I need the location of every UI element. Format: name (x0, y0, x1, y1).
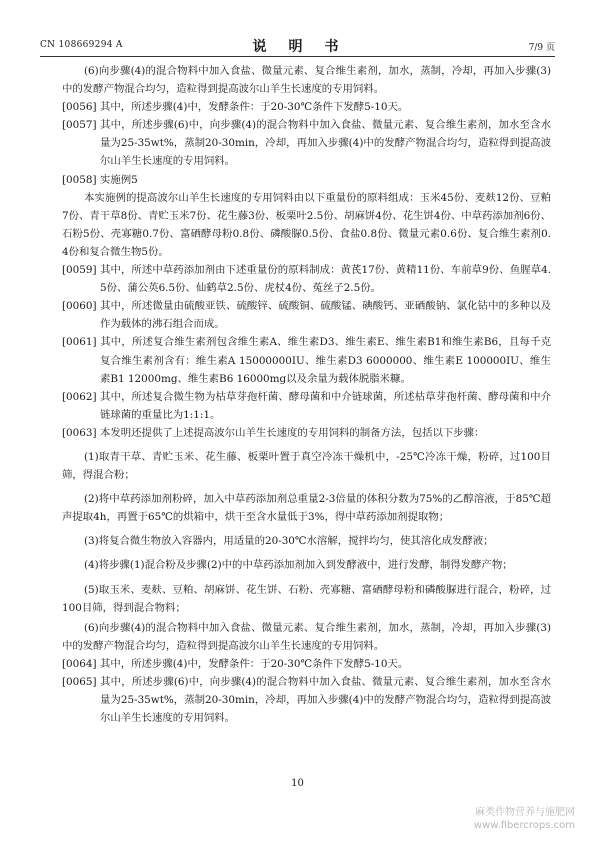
paragraph-0061 (62, 333, 551, 387)
publication-number: CN 108669294 A (40, 40, 123, 50)
paragraph-0056 (62, 98, 551, 116)
document-body (62, 62, 551, 727)
paragraph-text: 其中，所述复合维生素剂包含维生素A、维生素D3、维生素E、维生素B1和维生素B6，且每千克复合维生素剂含有：维生素A 15000000IU、维生素D3 6000000、维生素E 100000IU、维生素B1 12000mg、维生素B6 16000mg以及余量为载体脱脂米糠。 (100, 336, 551, 385)
paragraph-text: 其中，所述复合微生物为枯草芽孢杆菌、酵母菌和中介链球菌，所述枯草芽孢杆菌、酵母菌和中介链球菌的重量比为1:1:1。 (100, 390, 551, 421)
step-5-paragraph: (5)取玉米、麦麸、豆粕、胡麻饼、花生饼、石粉、壳寡糖、富硒酵母粉和磷酸脲进行混合，粉碎，过100目筛，得到混合物料； (62, 583, 551, 614)
step-3-paragraph: (3)将复合微生物放入容器内，用适量的20-30℃水溶解，搅拌均匀，使其溶化成发酵液； (84, 535, 494, 548)
step-2-paragraph: (2)将中草药添加剂粉碎，加入中草药添加剂总重量2-3倍量的体积分数为75%的乙醇溶液，于85℃超声提取4h，再置于65℃的烘箱中，烘干至含水量低于3%，得中草药添加剂提取物； (62, 493, 551, 524)
paragraph-number: [0064] (62, 657, 97, 670)
paragraph-text: 其中，所述步骤(6)中，向步骤(4)的混合物料中加入食盐、微量元素、复合维生素剂，加水至含水量为25-35wt%，蒸制20-30min，冷却，再加入步骤(4)中的发酵产物混合均匀，造粒得到提高波尔山羊生长速度的专用饲料。 (100, 676, 551, 725)
paragraph-number: [0058] (62, 173, 97, 186)
step-6-paragraph: (6)向步骤(4)的混合物料中加入食盐、微量元素、复合维生素剂，加水，蒸制，冷却，再加入步骤(3)中的发酵产物混合均匀，造粒得到提高波尔山羊生长速度的专用饲料。 (62, 65, 551, 96)
example-heading: 实施例5 (100, 173, 138, 186)
paragraph-0064 (62, 655, 551, 673)
example-5-composition: 本实施例的提高波尔山羊生长速度的专用饲料由以下重量份的原料组成：玉米45份、麦麸12份、豆粕7份、青干草8份、青贮玉米7份、花生藤3份、板栗叶2.5份、胡麻饼4份、花生饼4份、中草药添加剂6份、石粉5份、壳寡糖0.7份、富硒酵母粉0.8份、磷酸脲0.5份、食盐0.8份、微量元素0.6份、复合维生素剂0.4份和复合微生物5份。 (62, 191, 551, 258)
page-header (40, 36, 555, 56)
paragraph-0062 (62, 388, 551, 424)
paragraph-text: 本发明还提供了上述提高波尔山羊生长速度的专用饲料的制备方法，包括以下步骤： (100, 426, 485, 439)
paragraph-number: [0065] (62, 676, 97, 688)
step-1-paragraph: (1)取青干草、青贮玉米、花生藤、板栗叶置于真空冷冻干燥机中，-25℃冷冻干燥，粉碎，过100目筛，得混合粉； (62, 450, 551, 482)
header-rule (40, 56, 555, 57)
paragraph-0058 (62, 171, 551, 189)
paragraph-number: [0063] (62, 426, 97, 439)
paragraph-number: [0061] (62, 336, 97, 349)
paragraph-text: 其中，所述中草药添加剂由下述重量份的原料制成：黄芪17份、黄精11份、车前草9份、鱼腥草4.5份、蒲公英6.5份、仙鹤草2.5份、虎杖4份、菟丝子2.5份。 (100, 264, 551, 295)
paragraph-text: 其中，所述微量由硫酸亚铁、硫酸锌、硫酸铜、硫酸锰、碘酸钙、亚硒酸钠、氯化钴中的多种以及作为载体的沸石组合而成。 (100, 300, 551, 331)
page-indicator: 7/9 页 (528, 43, 555, 53)
paragraph-number: [0059] (62, 264, 97, 277)
watermark-url: www.fibercrops.com (473, 820, 575, 831)
paragraph-0057 (62, 116, 551, 170)
paragraph-number: [0062] (62, 390, 97, 403)
step-6-paragraph: (6)向步骤(4)的混合物料中加入食盐、微量元素、复合维生素剂，加水，蒸制，冷却，再加入步骤(3)中的发酵产物混合均匀，造粒得到提高波尔山羊生长速度的专用饲料。 (62, 621, 551, 652)
paragraph-text: 其中，所述步骤(4)中，发酵条件：于20-30℃条件下发酵5-10天。 (100, 101, 409, 114)
paragraph-number: [0060] (62, 300, 97, 313)
paragraph-text: 其中，所述步骤(4)中，发酵条件：于20-30℃条件下发酵5-10天。 (100, 657, 409, 670)
paragraph-text: 其中，所述步骤(6)中，向步骤(4)的混合物料中加入食盐、微量元素、复合维生素剂，加水至含水量为25-35wt%，蒸制20-30min，冷却，再加入步骤(4)中的发酵产物混合均匀，造粒得到提高波尔山羊生长速度的专用饲料。 (100, 119, 551, 168)
watermark-title: 麻类作物营养与施肥网 (475, 807, 575, 818)
paragraph-0059 (62, 261, 551, 297)
paragraph-0063 (62, 424, 551, 442)
paragraph-number: [0057] (62, 119, 97, 132)
step-4-paragraph: (4)将步骤(1)混合粉及步骤(2)中的中草药添加剂加入到发酵液中，进行发酵，制得发酵产物； (84, 559, 513, 572)
paragraph-number: [0056] (62, 101, 97, 114)
page-number: 10 (291, 778, 304, 789)
paragraph-0065 (62, 673, 551, 727)
document-title: 说 明 书 (252, 39, 343, 55)
watermark (385, 806, 575, 832)
paragraph-0060 (62, 297, 551, 333)
